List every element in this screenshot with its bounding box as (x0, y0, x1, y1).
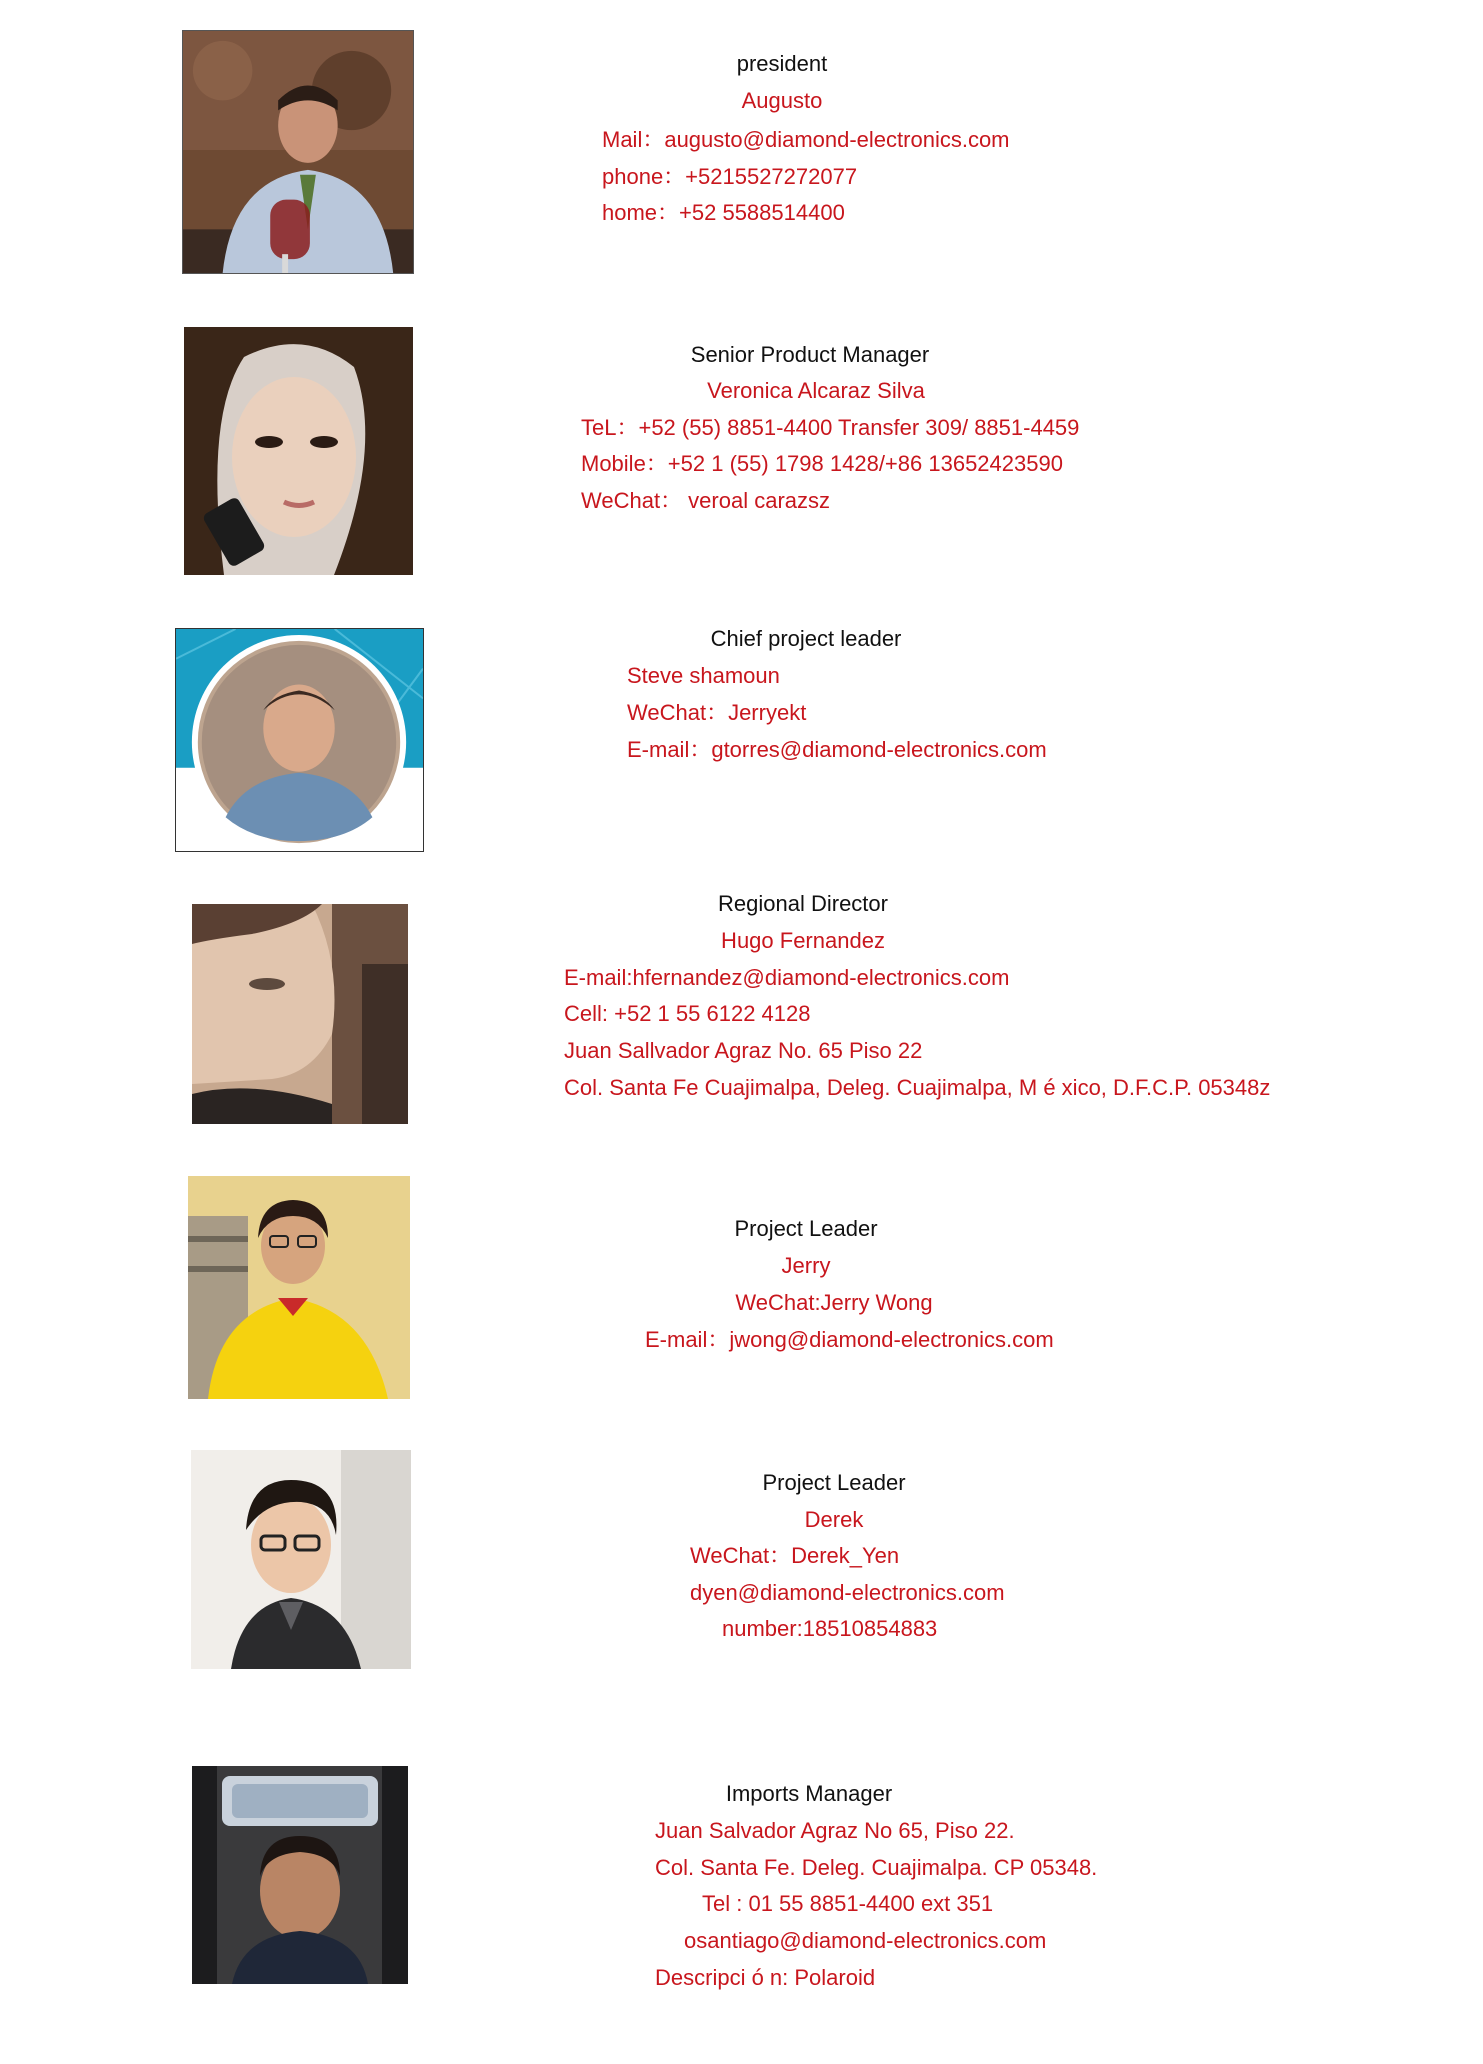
contact-cell: Cell: +52 1 55 6122 4128 (564, 1001, 811, 1026)
photo-senior-product-manager (184, 327, 413, 575)
contact-title: Project Leader (734, 1216, 878, 1241)
contact-wechat: WeChat：Jerryekt (627, 700, 807, 725)
contact-title: Project Leader (762, 1470, 906, 1495)
contact-wechat: WeChat：Derek_Yen (690, 1543, 900, 1568)
contact-wechat: WeChat： veroal carazsz (581, 488, 831, 513)
contact-title: Chief project leader (710, 626, 902, 651)
contact-name: Steve shamoun (627, 663, 780, 688)
contact-address-line-1: Juan Sallvador Agraz No. 65 Piso 22 (564, 1038, 923, 1063)
contact-tel: Tel : 01 55 8851-4400 ext 351 (702, 1891, 994, 1916)
photo-regional-director (192, 904, 408, 1124)
contact-name: Augusto (741, 88, 823, 113)
contact-email[interactable]: dyen@diamond-electronics.com (690, 1580, 1005, 1605)
contact-mobile: Mobile：+52 1 (55) 1798 1428/+86 13652423590 (581, 451, 1063, 476)
contact-email[interactable]: E-mail：jwong@diamond-electronics.com (645, 1327, 1054, 1352)
contact-tel: TeL：+52 (55) 8851-4400 Transfer 309/ 8851-4459 (581, 415, 1080, 440)
contact-address-line-2: Col. Santa Fe Cuajimalpa, Deleg. Cuajimalpa, M é xico, D.F.C.P. 05348z (564, 1075, 1271, 1100)
photo-president (182, 30, 414, 274)
contact-title: Senior Product Manager (690, 342, 930, 367)
contact-phone: phone：+5215527272077 (602, 164, 858, 189)
contact-email[interactable]: Mail：augusto@diamond-electronics.com (602, 127, 1010, 152)
photo-chief-project-leader (175, 628, 424, 852)
contact-address-line-2: Col. Santa Fe. Deleg. Cuajimalpa. CP 05348. (655, 1855, 1098, 1880)
contact-address-line-1: Juan Salvador Agraz No 65, Piso 22. (655, 1818, 1015, 1843)
contact-wechat: WeChat:Jerry Wong (735, 1290, 933, 1315)
contact-title: Imports Manager (725, 1781, 893, 1806)
contact-email[interactable]: osantiago@diamond-electronics.com (684, 1928, 1047, 1953)
contact-email[interactable]: E-mail：gtorres@diamond-electronics.com (627, 737, 1047, 762)
contact-title: president (736, 51, 828, 76)
contact-name: Derek (804, 1507, 864, 1532)
photo-project-leader-jerry (188, 1176, 410, 1399)
contact-email[interactable]: E-mail:hfernandez@diamond-electronics.com (564, 965, 1010, 990)
contact-number: number:18510854883 (722, 1616, 938, 1641)
contact-name: Jerry (781, 1253, 831, 1278)
contact-title: Regional Director (718, 891, 888, 916)
photo-project-leader-derek (191, 1450, 411, 1669)
contact-description: Descripci ó n: Polaroid (655, 1965, 876, 1990)
photo-imports-manager (192, 1766, 408, 1984)
contact-name: Veronica Alcaraz Silva (707, 378, 925, 403)
contact-home-phone: home：+52 5588514400 (602, 200, 845, 225)
contact-name: Hugo Fernandez (721, 928, 885, 953)
